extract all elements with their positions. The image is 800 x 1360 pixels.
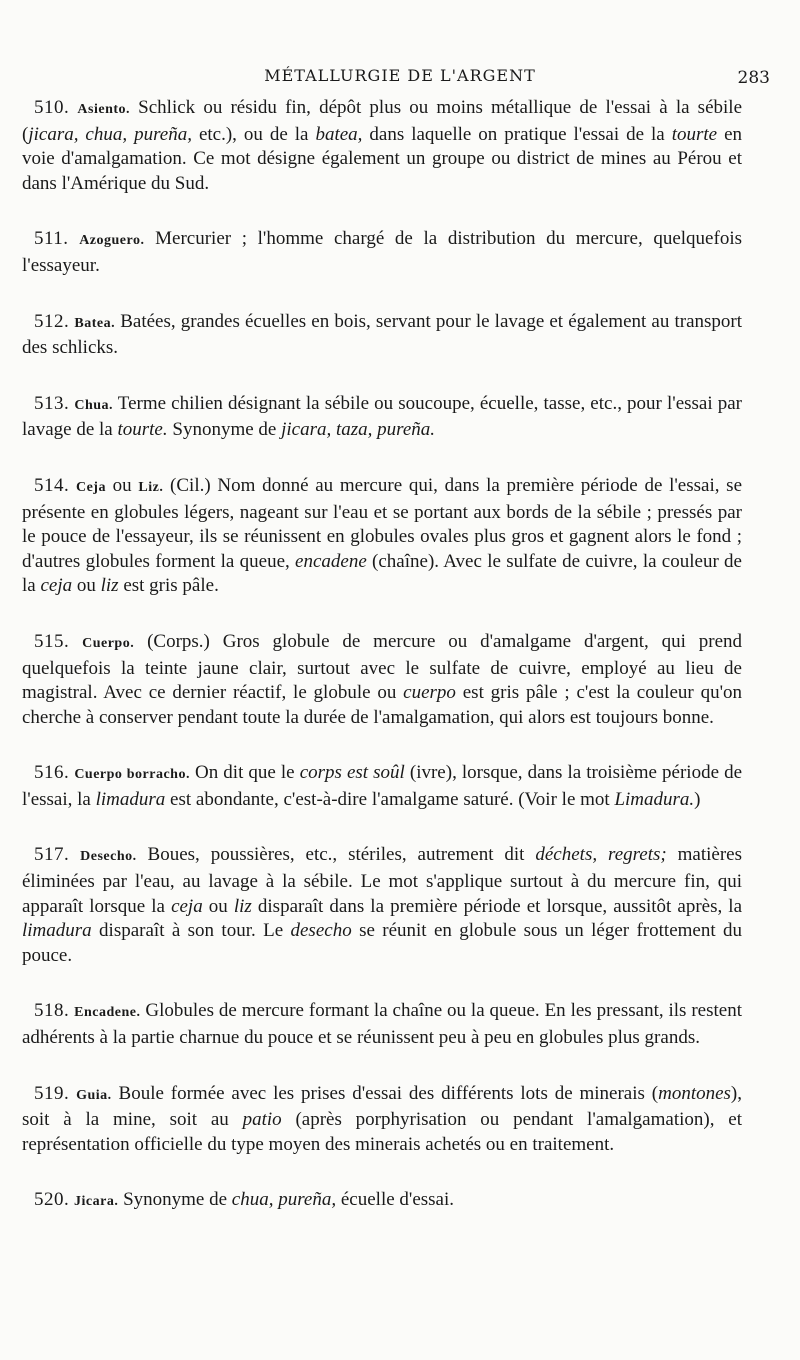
entry-number: 514. [34, 474, 70, 496]
entry-italic-text: limadura [95, 788, 166, 810]
glossary-entry [22, 310, 742, 361]
entry-text: écuelle d'essai. [336, 1189, 455, 1211]
entry-text: (après porphyrisation ou pendant l'amalgamation), et représentation officielle du type moyen des minerais achetés ou en traitement. [22, 1109, 742, 1155]
entry-text: disparaît à son tour. Le [91, 920, 291, 942]
entry-italic-text: ceja [171, 895, 203, 917]
glossary-entry [22, 843, 742, 968]
entry-text: Boule formée avec les prises d'essai des différents lots de minerais ( [111, 1082, 659, 1104]
entry-term: Chua. [74, 397, 114, 413]
glossary-entry [22, 227, 742, 278]
entry-text: Terme chilien désignant la sébile ou soucoupe, écuelle, tasse, etc., pour l'essai par lavage de la [22, 392, 742, 441]
entry-text: (Cil.) Nom donné au mercure qui, dans la première période de l'essai, se présente en globules légers, nageant sur l'eau et se portant aux bords de la sébile ; pressés par le pouce de l'essayeur, ils se réunissent en globules ovales plus gros et gagnent alors le fond ; d'autres globules forment la queue, [22, 474, 743, 572]
entry-italic-text: patio [242, 1109, 282, 1131]
entry-italic-text: corps est soûl [299, 762, 405, 784]
entry-italic-text: tourte [671, 123, 718, 145]
entry-text: ou [105, 474, 139, 496]
entry-term: Jicara. [74, 1194, 119, 1210]
entry-term: Desecho. [80, 849, 137, 865]
entry-number: 512. [34, 310, 70, 332]
entry-text: ) [694, 788, 701, 810]
entry-text: disparaît dans la première période et lorsque, aussitôt après, la [251, 895, 743, 917]
entry-text: Batées, grandes écuelles en bois, servant pour le lavage et également au transport des schlicks. [22, 310, 743, 359]
entry-text: se réunit en globule sous un léger frottement du pouce. [22, 920, 742, 966]
entry-number: 517. [34, 844, 70, 866]
glossary-entry [22, 999, 742, 1050]
entry-number: 520. [34, 1189, 70, 1211]
entry-number: 513. [34, 392, 70, 414]
entry-italic-text: chua, pureña, [231, 1189, 337, 1211]
entry-text: matières éliminées par l'eau, au lavage à la sébile. Le mot s'applique surtout à du mercure fin, qui apparaît lorsque la [22, 844, 743, 917]
entry-text: est gris pâle. [118, 575, 219, 597]
entry-term: Batea. [74, 315, 116, 331]
entry-italic-text: limadura [22, 920, 92, 942]
entry-term: Liz. [138, 479, 164, 495]
entry-italic-text: desecho [290, 920, 352, 942]
page-header [0, 62, 800, 92]
page-number: 283 [737, 68, 770, 88]
entry-italic-text: liz [100, 575, 119, 597]
entry-term: Guia. [76, 1087, 112, 1103]
entry-text: Schlick ou résidu fin, dépôt plus ou moins métallique de l'essai à la sébile ( [22, 97, 743, 145]
entry-text: (Corps.) Gros globule de mercure ou d'amalgame d'argent, qui prend quelquefois la teinte jaune clair, surtout avec le sulfate de cuivre, employé au lieu de magistral. Avec ce dernier réactif, le globule ou [22, 630, 743, 704]
entry-term: Ceja [75, 479, 106, 495]
entry-text: ), soit à la mine, soit au [22, 1082, 742, 1131]
entry-text: (chaîne). Avec le sulfate de cuivre, la couleur de la [22, 550, 742, 597]
entry-number: 515. [34, 630, 70, 652]
entry-text: (ivre), lorsque, dans la troisième période de l'essai, la [22, 762, 743, 810]
entry-italic-text: batea, [315, 123, 363, 145]
glossary-entry [22, 1188, 742, 1215]
entry-text: ou [72, 575, 101, 597]
entry-text: Synonyme de [118, 1189, 232, 1211]
glossary-entry [22, 392, 742, 443]
entry-text: Globules de mercure formant la chaîne ou la queue. En les pressant, ils restent adhérents à la partie charnue du pouce et se réunissent peu à peu en globules plus grands. [22, 1000, 742, 1049]
entry-term: Cuerpo borracho. [74, 767, 190, 783]
entry-text: On dit que le [189, 762, 300, 784]
entry-italic-text: montones [658, 1082, 731, 1104]
glossary-entry [22, 761, 742, 812]
entry-italic-text: cuerpo [403, 682, 456, 704]
entry-term: Cuerpo. [82, 635, 135, 651]
entry-italic-text: jicara, chua, pureña, [28, 123, 192, 145]
entry-italic-text: jicara, taza, pureña. [281, 419, 436, 441]
entry-term: Encadene. [74, 1005, 141, 1021]
entry-italic-text: Limadura. [614, 788, 695, 810]
entry-text: etc.), ou de la [191, 123, 316, 145]
glossary-entry [22, 1082, 742, 1158]
entry-text: est gris pâle ; c'est la couleur qu'on cherche à conserver pendant toute la durée de l'amalgamation, qui alors est toujours bonne. [22, 682, 742, 728]
entry-number: 511. [34, 228, 69, 250]
entry-text: Mercurier ; l'homme chargé de la distribution du mercure, quelquefois l'essayeur. [22, 228, 742, 276]
glossary-entries [22, 96, 742, 1246]
entry-number: 518. [34, 1000, 70, 1022]
entry-text: est abondante, c'est-à-dire l'amalgame saturé. (Voir le mot [165, 788, 615, 810]
entry-text: Boues, poussières, etc., stériles, autrement dit [136, 844, 536, 866]
entry-italic-text: tourte. [117, 419, 168, 441]
entry-text: Synonyme de [167, 419, 282, 441]
entry-term: Asiento. [77, 102, 131, 117]
entry-text: dans laquelle on pratique l'essai de la [362, 123, 672, 145]
entry-number: 510. [34, 97, 70, 118]
entry-number: 516. [34, 762, 70, 784]
glossary-entry [22, 474, 742, 599]
entry-text: ou [202, 895, 234, 917]
entry-italic-text: ceja [40, 575, 73, 597]
entry-text: en voie d'amalgamation. Ce mot désigne également un groupe ou district de mines au Pérou et dans l'Amérique du Sud. [22, 123, 742, 194]
glossary-entry [22, 630, 742, 730]
entry-number: 519. [34, 1082, 70, 1104]
entry-italic-text: liz [233, 895, 252, 917]
entry-italic-text: encadene [295, 550, 367, 572]
running-title: MÉTALLURGIE DE L'ARGENT [264, 66, 536, 85]
entry-term: Azoguero. [79, 233, 145, 249]
glossary-entry [22, 96, 742, 196]
entry-italic-text: déchets, regrets; [535, 844, 667, 866]
